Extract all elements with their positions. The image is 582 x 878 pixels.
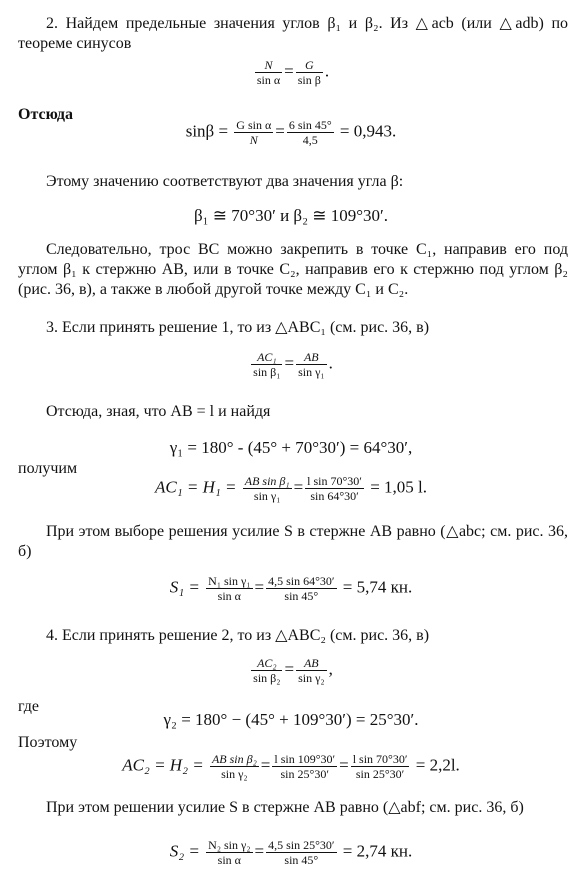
equation-ac1-ratio: $\frac{\text{AC₁}}{\text{sin β₁}}$ = $\frac{AB}{\text{sin γ₁}}$ . [253, 350, 333, 379]
equation-gamma1: γ₁ = 180° - (45° + 70°30′) = 64°30′, [169, 438, 413, 457]
paragraph-limits: 2. Найдем предельные значения углов β₁ и β₂. Из △acb (или △adb) по теореме синусов [18, 15, 568, 52]
equation-s2: S₂ = $\frac{\text{N₂ sin γ₂}}{\text{sin α}}$ = $\frac{4,5 \sin 25^\circ 30'}{\sin 45^\circ}$ = 2,74 кн. [169, 838, 413, 867]
label-gde: где [18, 698, 40, 715]
fraction: $\frac{N}{\text{sin α}}$ [256, 58, 281, 87]
equation-ac2-h2: AC₂ = H₂ = $\frac{\text{AB sin β₂}}{\text{sin γ₂}}$ = $\frac{\text{l sin 109°30′}}{\sin 25^\circ 30'}$ = $\frac{\text{l sin 70°30′}}{\sin 25^\circ 30'}$ = 2,2l. [122, 752, 460, 781]
equation-sin-beta: sinβ = $\frac{\text{G sin α}}{N}$ = $\frac{6 \sin 45^\circ}{4,5}$ = 0,943. [185, 118, 397, 147]
equation-s1: S₁ = $\frac{\text{N₁ sin γ₁}}{\text{sin α}}$ = $\frac{4,5 \sin 64^\circ 30'}{\sin 45^\circ}$ = 5,74 кн. [169, 574, 413, 603]
paragraph-knowing: Отсюда, зная, что AB = l и найдя [46, 403, 271, 420]
paragraph-force-s2: При этом решении усилие S в стержне AB равно (△abf; см. рис. 36, б) [46, 799, 524, 816]
equation-ac1-h1: AC₁ = H₁ = $\frac{\text{AB sin β₁}}{\text{sin γ₁}}$ = $\frac{\text{l sin 70°30′}}{\sin 64^\circ 30'}$ = 1,05 l. [155, 474, 427, 503]
label-poluchim: получим [18, 460, 78, 477]
paragraph-force-s1: При этом выборе решения усилие S в стержне AB равно (△abc; см. рис. 36, б) [18, 523, 568, 560]
equation-sine-theorem: $\frac{N}{\text{sin α}}$ = $\frac{G}{\text{sin β}}$ . [256, 58, 330, 87]
equation-beta-values: β₁ ≅ 70°30′ и β₂ ≅ 109°30′. [193, 206, 389, 225]
label-poetomu: Поэтому [18, 734, 78, 751]
paragraph-solution-1: 3. Если принять решение 1, то из △ABC₁ (см. рис. 36, в) [46, 319, 430, 336]
equation-ac2-ratio: $\frac{\text{AC₂}}{\text{sin β₂}}$ = $\frac{AB}{\text{sin γ₂}}$ , [253, 656, 333, 685]
paragraph-cable-fixing: Следовательно, трос BC можно закрепить в точке C₁, направив его под углом β₁ к стержню AB, или в точке C₂, направив его к стержню под углом β₂ (рис. 36, в), а также в любой другой точке между C₁ и C₂. [18, 241, 568, 298]
equation-gamma2: γ₂ = 180° − (45° + 109°30′) = 25°30′. [163, 710, 419, 729]
label-otsyuda: Отсюда [18, 106, 74, 123]
fraction: $\frac{G}{\text{sin β}}$ [297, 58, 321, 87]
paragraph-solution-2: 4. Если принять решение 2, то из △ABC₂ (см. рис. 36, в) [46, 627, 430, 644]
paragraph-two-values: Этому значению соответствуют два значения угла β: [46, 173, 404, 190]
